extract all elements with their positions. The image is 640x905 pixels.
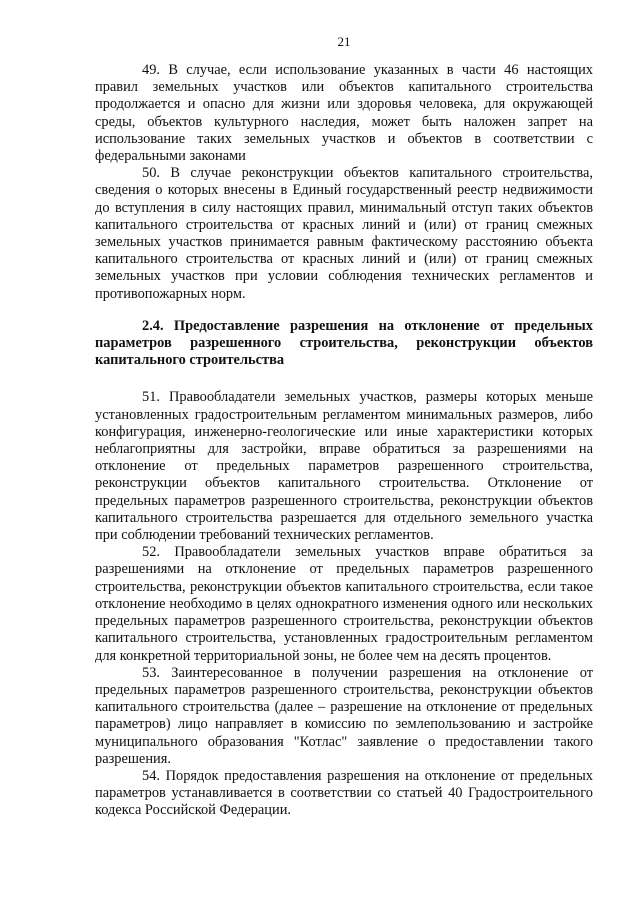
paragraph-52: 52. Правообладатели земельных участков вправе обратиться за разрешениями на отклонение от предельных параметров разрешенного строительства, реконструкции объектов капитального строительства, если такое отклонение необходимо в целях однократного изменения одного или нескольких предельных параметров разрешенного строительства, реконструкции объектов капитального строительства, установленных градостроительным регламентом для конкретной территориальной зоны, не более чем на десять процентов. <box>95 544 593 664</box>
section-heading: 2.4. Предоставление разрешения на отклонение от предельных параметров разрешенного строительства, реконструкции объектов капитального строительства <box>95 317 593 369</box>
paragraph-49: 49. В случае, если использование указанных в части 46 настоящих правил земельных участков или объектов капитального строительства продолжается и опасно для жизни или здоровья человека, для окружающей среды, объектов культурного наследия, может быть наложен запрет на использование таких земельных участков и объектов в соответствии с федеральными законами <box>95 62 593 165</box>
page-number: 21 <box>337 34 351 49</box>
paragraph-51: 51. Правообладатели земельных участков, размеры которых меньше установленных градостроительным регламентом минимальных размеров, либо конфигурация, инженерно-геологические или иные характеристики которых неблагоприятны для застройки, вправе обратиться за разрешениями на отклонение от предельных параметров разрешенного строительства, реконструкции объектов капитального строительства. Отклонение от предельных параметров разрешенного строительства, реконструкции объектов капитального строительства разрешается для отдельного земельного участка при соблюдении требований технических регламентов. <box>95 389 593 544</box>
document-page <box>95 34 593 820</box>
paragraph-54: 54. Порядок предоставления разрешения на отклонение от предельных параметров устанавливается в соответствии со статьей 40 Градостроительного кодекса Российской Федерации. <box>95 767 593 819</box>
paragraph-50: 50. В случае реконструкции объектов капитального строительства, сведения о которых внесены в Единый государственный реестр недвижимости до вступления в силу настоящих правил, минимальный отступ таких объектов капитального строительства от красных линий и (или) от границ смежных земельных участков принимается равным фактическому расстоянию объекта капитального строительства от красных линий и (или) от границ смежных земельных участков при условии соблюдения технических регламентов и противопожарных норм. <box>95 165 593 302</box>
paragraph-53: 53. Заинтересованное в получении разрешения на отклонение от предельных параметров разрешенного строительства, реконструкции объектов капитального строительства (далее – разрешение на отклонение от предельных параметров) лицо направляет в комиссию по землепользованию и застройке муниципального образования "Котлас" заявление о предоставлении такого разрешения. <box>95 664 593 767</box>
